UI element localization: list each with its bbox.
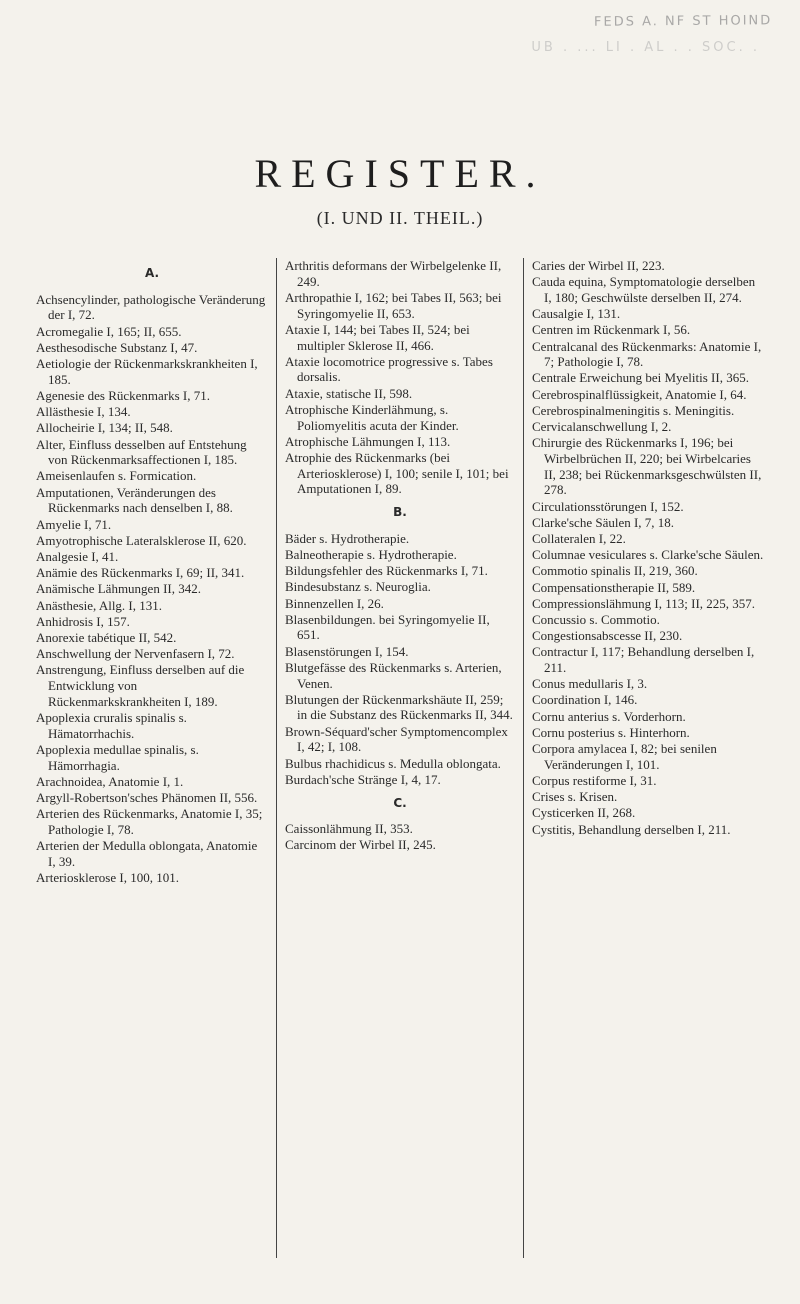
section-letter: B. [393,505,407,520]
index-entry: Blasenstörungen I, 154. [285,643,409,659]
index-entry: Centrale Erweichung bei Myelitis II, 365. [532,370,749,386]
index-entry: Amyotrophische Lateralsklerose II, 620. [36,532,247,548]
index-entry: Causalgie I, 131. [532,306,621,322]
index-entry: Analgesie I, 41. [36,548,119,564]
index-entry: Bildungsfehler des Rückenmarks I, 71. [285,563,488,579]
index-entry: Bäder s. Hydrotherapie. [285,530,410,546]
index-entry: Cornu posterius s. Hinterhorn. [532,724,690,740]
page-subtitle: (I. UND II. THEIL.) [316,208,484,228]
index-entry: Blasenbildungen. bei Syringomyelie II, 651. [285,611,490,643]
index-entry: Anschwellung der Nervenfasern I, 72. [36,646,235,662]
index-entry: Caissonlähmung II, 353. [285,821,413,837]
index-entry: Allästhesie I, 134. [36,404,131,420]
register-columns [28,258,778,1258]
index-entry: Circulationsstörungen I, 152. [532,498,684,514]
section-letter: A. [144,266,160,280]
column-1 [28,258,276,1258]
index-entry: Corpora amylacea I, 82; bei senilen Veränderungen I, 101. [532,741,717,772]
index-entry: Columnae vesiculares s. Clarke'sche Säulen. [532,547,764,563]
index-entry: Arachnoidea, Anatomie I, 1. [36,773,184,789]
index-entry: Arthritis deformans der Wirbelgelenke II, 249. [285,258,502,289]
index-entry: Anästhesie, Allg. I, 131. [36,597,163,613]
index-entry: Anstrengung, Einfluss derselben auf die Entwicklung von Rückenmarkskrankheiten I, 189. [36,662,245,709]
library-stamp: FEDS A. NF ST HOIND [593,13,773,30]
index-entry: Cysticerken II, 268. [532,805,636,821]
index-entry: Anämie des Rückenmarks I, 69; II, 341. [36,565,245,581]
index-entry: Carcinom der Wirbel II, 245. [285,837,436,853]
column-2 [276,258,524,1258]
index-entry: Atrophische Lähmungen I, 113. [285,433,451,449]
index-entry: Bulbus rhachidicus s. Medulla oblongata. [285,755,501,771]
index-entry: Acromegalie I, 165; II, 655. [36,323,182,339]
index-entry: Apoplexia cruralis spinalis s. Hämatorrhachis. [36,709,187,741]
index-entry: Caries der Wirbel II, 223. [532,258,665,273]
index-entry: Aetiologie der Rückenmarkskrankheiten I, 185. [36,356,258,387]
index-entry: Atrophische Kinderlähmung, s. Poliomyelitis acuta der Kinder. [285,401,459,433]
index-entry: Compressionslähmung I, 113; II, 225, 357. [532,595,756,611]
index-entry: Centralcanal des Rückenmarks: Anatomie I, 7; Pathologie I, 78. [532,338,762,370]
index-entry: Coordination I, 146. [532,692,638,708]
index-entry: Blutgefässe des Rückenmarks s. Arterien, Venen. [285,659,502,691]
index-entry: Compensationstherapie II, 589. [532,579,696,595]
index-entry: Cystitis, Behandlung derselben I, 211. [532,821,731,837]
index-entry: Blutungen der Rückenmarkshäute II, 259; in die Substanz des Rückenmarks II, 344. [285,691,513,723]
index-entry: Corpus restiforme I, 31. [532,773,657,788]
index-entry: Binnenzellen I, 26. [285,595,384,611]
index-entry: Chirurgie des Rückenmarks I, 196; bei Wirbelbrüchen II, 220; bei Wirbelcaries II, 238; bei Rückenmarksgeschwülsten II, 278. [532,435,762,498]
index-entry: Ataxie I, 144; bei Tabes II, 524; bei multipler Sklerose II, 466. [285,321,470,353]
index-entry: Clarke'sche Säulen I, 7, 18. [532,514,675,530]
index-entry: Allocheirie I, 134; II, 548. [36,420,173,436]
index-entry: Conus medullaris I, 3. [532,676,648,692]
index-entry: Collateralen I, 22. [532,530,626,546]
index-entry: Anämische Lähmungen II, 342. [36,581,201,597]
index-entry: Cerebrospinalmeningitis s. Meningitis. [532,402,735,418]
section-letter: C. [393,795,407,810]
index-entry: Argyll-Robertson'sches Phänomen II, 556. [36,790,258,805]
index-entry: Cervicalanschwellung I, 2. [532,419,672,435]
index-entry: Commotio spinalis II, 219, 360. [532,563,698,579]
index-entry: Anhidrosis I, 157. [36,613,130,629]
index-entry: Cerebrospinalflüssigkeit, Anatomie I, 64. [532,386,747,402]
index-entry: Contractur I, 117; Behandlung derselben I, 211. [532,644,755,676]
library-stamp-faint: UB . ... LI . AL . . SOC. . [531,40,760,55]
index-entry: Anorexie tabétique II, 542. [36,629,177,645]
index-entry: Arterien der Medulla oblongata, Anatomie I, 39. [36,838,258,869]
index-entry: Achsencylinder, pathologische Veränderung der I, 72. [36,291,266,323]
index-entry: Centren im Rückenmark I, 56. [532,322,691,338]
index-entry: Aesthesodische Substanz I, 47. [36,339,198,355]
index-entry: Congestionsabscesse II, 230. [532,628,683,644]
index-entry: Atrophie des Rückenmarks (bei Arteriosklerose) I, 100; senile I, 101; bei Amputationen I, 89. [285,449,509,497]
index-entry: Agenesie des Rückenmarks I, 71. [36,387,211,403]
index-entry: Arthropathie I, 162; bei Tabes II, 563; bei Syringomyelie II, 653. [285,289,502,321]
index-entry: Concussio s. Commotio. [532,611,660,627]
index-entry: Alter, Einfluss desselben auf Entstehung von Rückenmarksaffectionen I, 185. [36,436,247,468]
index-entry: Amputationen, Veränderungen des Rückenmarks nach denselben I, 88. [36,484,233,516]
index-entry: Cornu anterius s. Vorderhorn. [532,708,686,724]
index-entry: Balneotherapie s. Hydrotherapie. [285,546,457,562]
index-entry: Brown-Séquard'scher Symptomencomplex I, 42; I, 108. [285,723,508,755]
index-entry: Amyelie I, 71. [36,516,112,532]
index-entry: Burdach'sche Stränge I, 4, 17. [285,771,441,787]
index-entry: Cauda equina, Symptomatologie derselben I, 180; Geschwülste derselben II, 274. [532,274,756,305]
index-entry: Ameisenlaufen s. Formication. [36,468,197,484]
index-entry: Arterien des Rückenmarks, Anatomie I, 35; Pathologie I, 78. [36,806,263,837]
page-title: REGISTER. [254,151,546,196]
index-entry: Apoplexia medullae spinalis, s. Hämorrhagia. [36,741,199,773]
index-entry: Arteriosklerose I, 100, 101. [36,870,179,886]
index-entry: Ataxie locomotrice progressive s. Tabes dorsalis. [285,353,493,385]
column-3 [524,258,772,1258]
index-entry: Ataxie, statische II, 598. [285,385,413,401]
index-entry: Bindesubstanz s. Neuroglia. [285,579,431,595]
index-entry: Crises s. Krisen. [532,789,618,805]
